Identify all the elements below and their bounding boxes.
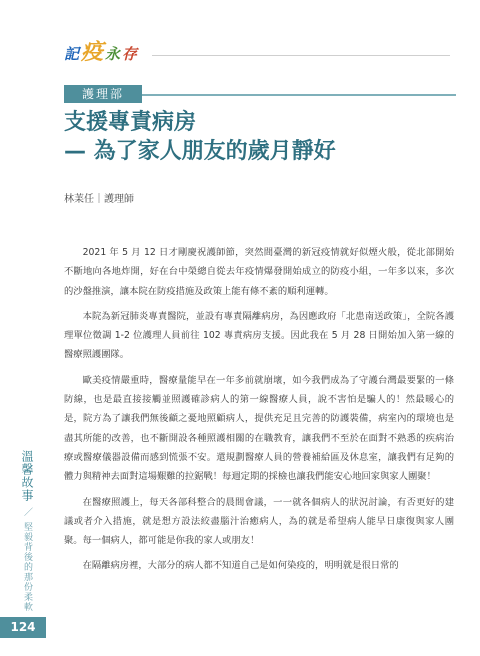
- logo-char: 永: [105, 45, 121, 63]
- paragraph: 歐美疫情嚴重時，醫療量能早在一年多前就崩壞，如今我們成為了守護台灣最要緊的一條防線，也是最直接接觸並照護確診病人的第一線醫療人員，說不害怕是騙人的！然最暖心的是，院方為了讓我們無後顧之憂地照顧病人，提供充足且完善的防護裝備，病室內的環境也是盡其所能的改善，也不斷開設各種照護相關的在職教育，讓我們不至於在面對不熟悉的疾病治療或醫療儀器設備而感到慌張不安。還規劃醫療人員的營養補給區及休息室，讓我們有足夠的體力與精神去面對這場艱難的拉鋸戰！每週定期的採檢也讓我們能安心地回家與家人團聚！: [64, 374, 454, 483]
- column-logo: [64, 40, 137, 64]
- article-body: [64, 243, 454, 582]
- title-line-2: — 為了家人朋友的歲月靜好: [64, 139, 336, 164]
- article-title: [64, 108, 464, 166]
- side-category: [13, 450, 37, 612]
- side-category-subtitle: 堅毅背後的那份柔軟: [22, 522, 32, 613]
- title-line-1: 支援專責病房: [64, 110, 197, 135]
- section-divider: [142, 94, 456, 96]
- author-byline: 林䒹任｜護理師: [64, 194, 134, 205]
- paragraph: 本院為新冠肺炎專責醫院，並設有專責隔離病房，為因應政府「北患南送政策」，全院各護理單位徵調 1-2 位護理人員前往 102 專責病房支援。因此我在 5 月 28 日開始加入第一線的醫療照護團隊。: [64, 310, 454, 361]
- logo-char: 疫: [81, 40, 104, 65]
- paragraph: 在醫療照護上，每天各部科整合的晨間會議，一一就各個病人的狀況討論，有否更好的建議或者介入措施，就是想方設法絞盡腦汁治癒病人，為的就是希望病人能早日康復與家人團聚。每一個病人，都可能是你我的家人或朋友！: [64, 496, 454, 547]
- paragraph: 在隔離病房裡，大部分的病人都不知道自己是如何染疫的，明明就是很日常的: [82, 560, 399, 572]
- page-number: 124: [0, 617, 46, 638]
- side-category-divider: ／: [22, 507, 32, 518]
- logo-char: 記: [64, 45, 80, 63]
- paragraph: 2021 年 5 月 12 日才剛慶祝護師節，突然間臺灣的新冠疫情就好似煙火般，從北部開始不斷地向各地炸開，好在台中榮總自從去年疫情爆發開始成立的防疫小組，一年多以來，多次的沙盤推演，讓本院在防疫措施及政策上能有條不紊的順利運轉。: [64, 247, 454, 297]
- logo-char: 存: [122, 45, 138, 63]
- side-category-label: 溫馨故事: [20, 450, 34, 502]
- header-divider: [152, 55, 450, 56]
- section-label: 護理部: [64, 85, 142, 103]
